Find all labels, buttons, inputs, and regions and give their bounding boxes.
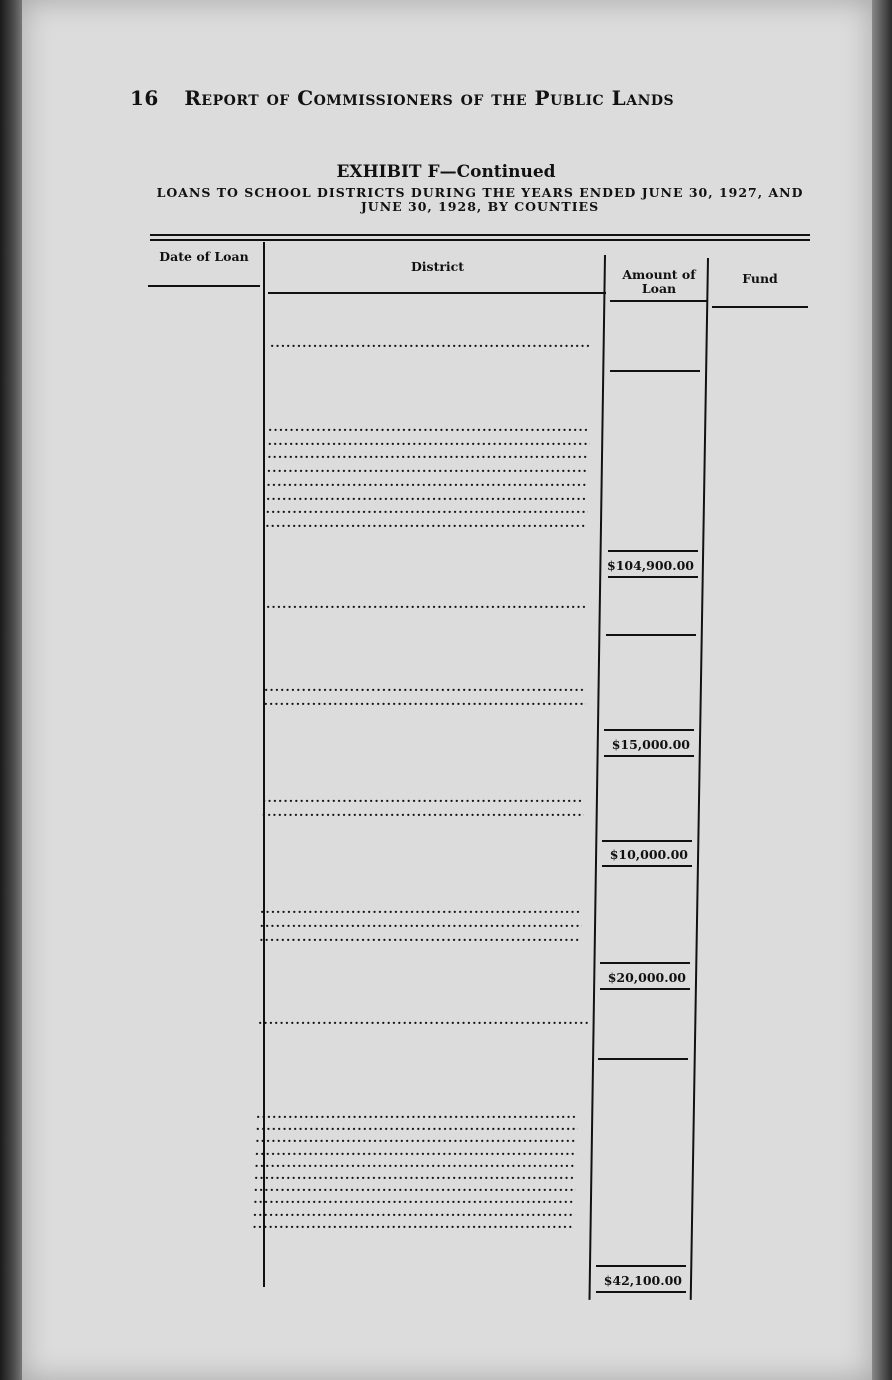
loan-fund — [712, 506, 792, 520]
loan-district — [260, 916, 582, 930]
loan-date — [137, 447, 247, 461]
loan-date — [136, 502, 246, 516]
col-district-header: District — [410, 259, 465, 274]
total-rule — [598, 1058, 688, 1060]
loan-date — [130, 916, 240, 930]
report-title: Report of Commissioners of the Public Lands — [184, 86, 675, 110]
top-rule — [150, 234, 810, 236]
loan-date — [132, 791, 242, 805]
header-underline-district — [268, 292, 606, 294]
total-underline — [600, 988, 690, 990]
total-rule — [600, 962, 690, 964]
loan-fund — [713, 451, 793, 465]
col-fund-header: Fund — [742, 271, 778, 286]
loan-amount — [600, 518, 692, 532]
total-rule — [604, 729, 694, 731]
loan-date — [136, 475, 246, 489]
county-total: $42,100.00 — [603, 1273, 682, 1288]
loan-fund — [712, 479, 792, 493]
loan-date — [136, 597, 246, 611]
loan-fund — [711, 520, 791, 534]
loan-amount — [587, 1231, 679, 1245]
loan-district — [262, 791, 584, 805]
loan-amount — [593, 1042, 685, 1056]
county-total: $10,000.00 — [609, 847, 688, 862]
loan-fund — [705, 946, 785, 960]
running-header — [130, 86, 770, 110]
total-rule — [608, 550, 698, 552]
total-underline — [608, 576, 698, 578]
loan-amount — [602, 463, 694, 477]
header-underline-date — [148, 285, 260, 287]
loan-fund — [710, 710, 790, 724]
loan-amount — [605, 354, 697, 368]
loan-district — [267, 461, 589, 475]
loan-amount — [601, 477, 693, 491]
col-date-header: Date of Loan — [159, 249, 249, 264]
loan-amount — [594, 944, 686, 958]
loan-district — [266, 475, 588, 489]
loan-amount — [595, 916, 687, 930]
header-underline-amount — [610, 300, 708, 302]
loan-district — [260, 902, 582, 916]
loan-district — [268, 434, 590, 448]
col-amount-header: Amount of Loan — [622, 267, 696, 296]
loan-amount — [597, 819, 689, 833]
loan-fund — [711, 534, 791, 548]
loan-district — [270, 336, 592, 350]
loan-date — [122, 1217, 232, 1231]
loan-date — [137, 461, 247, 475]
top-rule-2 — [150, 239, 810, 241]
loan-district — [258, 1012, 588, 1042]
total-underline — [602, 865, 692, 867]
loan-amount — [601, 491, 693, 505]
loan-amount — [599, 694, 691, 708]
loan-fund — [712, 493, 792, 507]
loan-district — [266, 489, 588, 503]
loan-district — [265, 516, 587, 530]
loan-district — [264, 694, 586, 708]
loan-district — [259, 930, 581, 944]
county-total: $15,000.00 — [611, 737, 690, 752]
loan-date — [138, 434, 248, 448]
loan-date — [128, 1012, 238, 1026]
loan-amount — [600, 532, 692, 546]
loan-fund — [716, 356, 796, 370]
loan-fund — [710, 696, 790, 710]
loan-district — [252, 1217, 574, 1231]
total-rule — [606, 634, 696, 636]
loan-fund — [704, 1044, 784, 1058]
page-number: 16 — [130, 86, 159, 110]
header-underline-fund — [712, 306, 808, 308]
loan-amount — [601, 615, 693, 629]
loan-district — [268, 420, 590, 434]
loan-date — [134, 694, 244, 708]
county-total: $20,000.00 — [607, 970, 686, 985]
loan-amount — [599, 708, 691, 722]
loan-fund — [712, 617, 792, 631]
loan-amount — [603, 436, 695, 450]
loan-district — [266, 502, 588, 516]
total-rule — [610, 370, 700, 372]
loan-fund — [698, 1233, 778, 1247]
loan-date — [130, 902, 240, 916]
total-rule — [602, 840, 692, 842]
loan-fund — [714, 438, 794, 452]
loan-date — [129, 930, 239, 944]
page-edge — [872, 0, 892, 1380]
loan-amount — [602, 449, 694, 463]
loan-amount — [601, 504, 693, 518]
total-rule — [596, 1265, 686, 1267]
loan-date — [140, 336, 250, 350]
loan-date — [135, 516, 245, 530]
loan-district — [267, 447, 589, 461]
loan-fund — [706, 932, 786, 946]
book-spine — [0, 0, 22, 1380]
county-total: $104,900.00 — [607, 558, 694, 573]
loan-amount — [595, 930, 687, 944]
exhibit-title: EXHIBIT F—Continued — [336, 162, 556, 182]
loan-fund — [708, 807, 788, 821]
loan-date — [138, 420, 248, 434]
loan-date — [132, 805, 242, 819]
loan-fund — [708, 821, 788, 835]
loan-date — [135, 530, 245, 544]
total-underline — [596, 1291, 686, 1293]
loan-fund — [713, 465, 793, 479]
loan-amount — [597, 805, 689, 819]
loan-date — [134, 680, 244, 694]
loan-date — [136, 489, 246, 503]
loan-district — [266, 597, 588, 611]
loan-district — [262, 805, 584, 819]
loan-district — [264, 680, 586, 694]
total-underline — [604, 755, 694, 757]
table-subtitle: LOANS TO SCHOOL DISTRICTS DURING THE YEARS ENDED JUNE 30, 1927, AND JUNE 30, 1928, BY COUNTIES — [156, 185, 804, 214]
loan-fund — [706, 918, 786, 932]
